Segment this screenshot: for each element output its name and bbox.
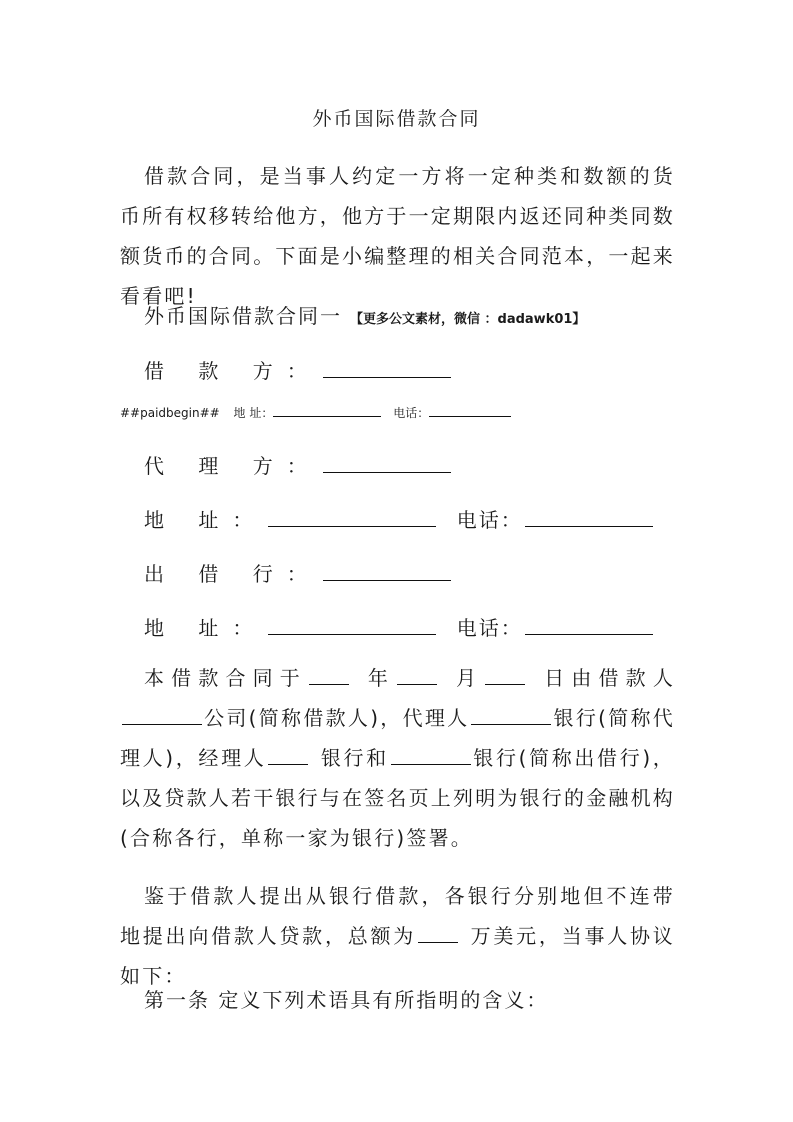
p1-d: 日由借款人 — [539, 666, 676, 690]
small-address-label: 地 址： — [233, 406, 274, 420]
article-1: 第一条 定义下列术语具有所指明的含义： — [144, 988, 549, 1012]
p1-a: 本借款合同于 — [144, 666, 307, 690]
lender-label: 出 借 行： — [144, 562, 321, 586]
lender-bank-blank — [391, 763, 471, 765]
p2-a: 鉴于借款人提出从银行借款，各银行分别地但不连带地提出向借款人贷款，总额为 — [120, 884, 675, 948]
year-blank — [309, 683, 349, 685]
address-label-2: 地 址： — [144, 616, 267, 640]
lender-address-line — [144, 612, 655, 641]
contract-paragraph-2 — [120, 876, 675, 996]
lender-line — [144, 558, 453, 587]
phone-label-2: 电话： — [456, 616, 523, 640]
borrower-company-blank — [122, 723, 202, 725]
phone-blank-2 — [525, 633, 653, 635]
small-phone-label: 电话： — [393, 406, 430, 420]
contract-paragraph-1 — [120, 658, 675, 858]
small-address-blank — [273, 416, 381, 417]
paid-marker-line — [120, 404, 511, 421]
phone-blank — [525, 525, 653, 527]
lender-blank — [323, 579, 451, 581]
agent-line — [144, 450, 453, 479]
p1-g: 银行和 — [320, 746, 389, 770]
agent-address-line — [144, 504, 655, 533]
p1-c: 月 — [451, 666, 484, 690]
agent-bank-blank — [471, 723, 551, 725]
intro-paragraph: 借款合同，是当事人约定一方将一定种类和数额的货币所有权移转给他方，他方于一定期限内返还同种类同数额货币的合同。下面是小编整理的相关合同范本，一起来看看吧! — [120, 164, 675, 308]
agent-label: 代 理 方： — [144, 454, 321, 478]
section-heading: 外币国际借款合同一 — [144, 304, 342, 328]
p1-h: 银行(简称出借行)，以及贷款人若干银行与在签名页上列明为银行的金融机构(合称各行，单称一家为银行)签署。 — [120, 746, 676, 850]
address-blank — [268, 525, 436, 527]
p1-f: 银行(简称代理人)，经理人 — [120, 706, 675, 770]
address-label: 地 址： — [144, 508, 267, 532]
p1-e: 公司(简称借款人)，代理人 — [204, 706, 470, 730]
amount-blank — [418, 941, 458, 943]
borrower-label: 借 款 方： — [144, 359, 321, 383]
section-heading-line — [144, 300, 585, 329]
manager-bank-blank — [268, 763, 308, 765]
address-blank-2 — [268, 633, 436, 635]
p2-b: 万美元，当事人协议如下： — [120, 924, 675, 988]
p1-b: 年 — [362, 666, 396, 690]
section-note: 【更多公文素材，微信 ：dadawk01】 — [350, 312, 586, 327]
small-phone-blank — [429, 416, 511, 417]
phone-label: 电话： — [456, 508, 523, 532]
month-blank — [397, 683, 437, 685]
borrower-line — [144, 355, 453, 384]
borrower-blank — [323, 376, 451, 378]
document-title: 外币国际借款合同 — [312, 108, 481, 130]
agent-blank — [323, 471, 451, 473]
paid-marker: ##paidbegin## — [120, 406, 220, 420]
day-blank — [485, 683, 525, 685]
